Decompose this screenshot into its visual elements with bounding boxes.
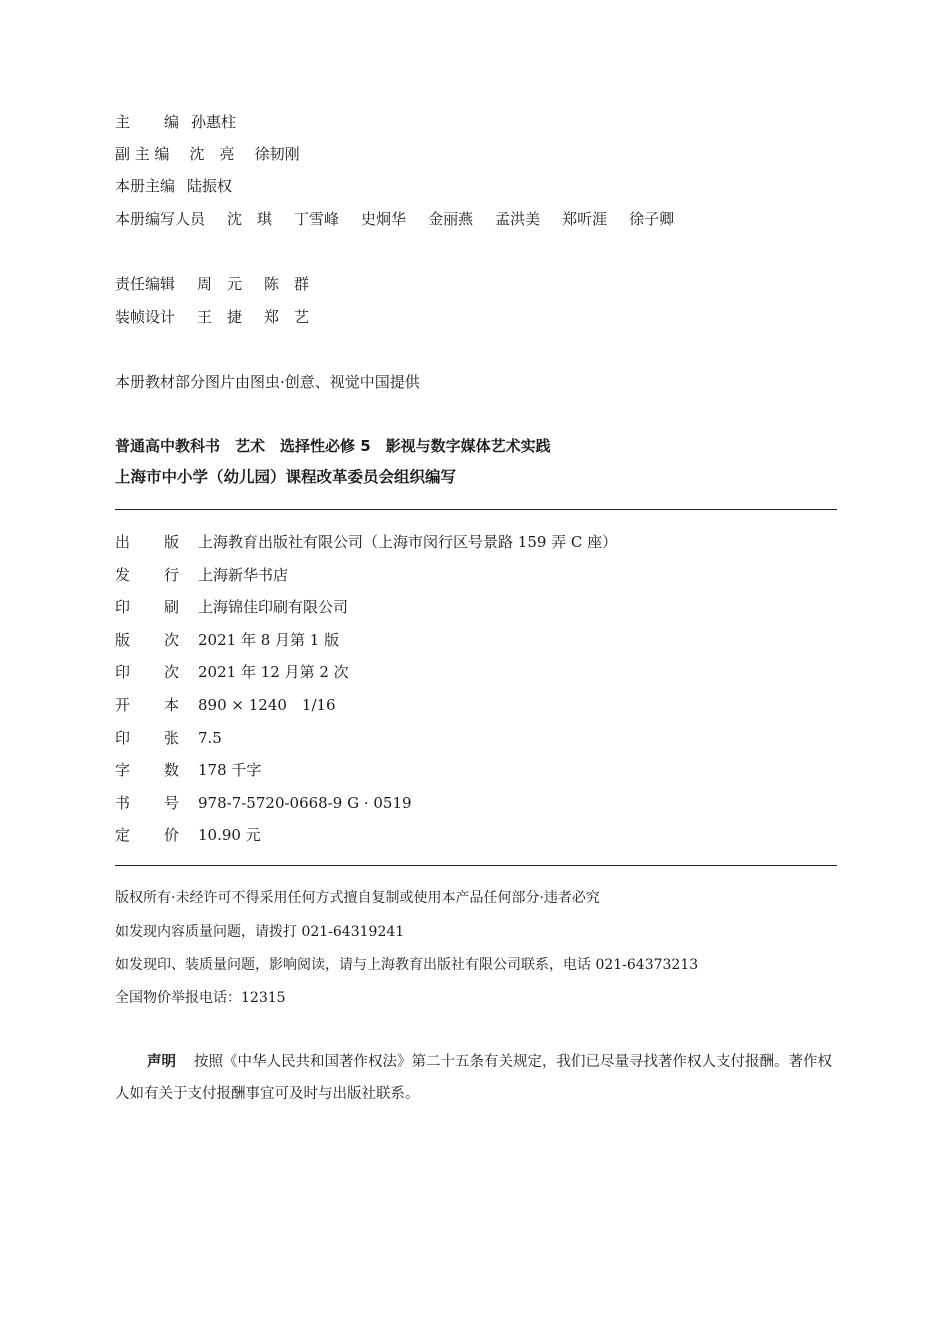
publication-row [115,695,336,715]
publication-key-char: 号 [164,793,180,812]
book-organizer: 上海市中小学（幼儿园）课程改革委员会组织编写 [115,468,457,486]
publication-key-char: 数 [164,761,180,780]
staff-responsible-editor [115,274,309,294]
publication-key-char: 刷 [164,598,180,617]
declaration [115,1046,837,1110]
credit-name: 徐韧刚 [254,145,300,163]
credit-deputy-editor [115,144,300,164]
notice-print-quality: 如发现印、装质量问题，影响阅读，请与上海教育出版社有限公司联系，电话 021-64373213 [115,957,699,973]
publication-key-char: 出 [115,533,131,551]
publication-key [115,760,198,780]
publication-key-char: 印 [115,728,131,747]
publication-key-char: 定 [115,826,131,845]
credit-chief-editor [115,112,236,132]
publication-key-char: 书 [115,793,131,812]
staff-design [115,307,309,327]
publication-value: 178 千字 [198,761,262,780]
notice-copyright: 版权所有·未经许可不得采用任何方式擅自复制或使用本产品任何部分·违者必究 [115,890,600,906]
publication-row [115,532,617,552]
publication-row [115,793,412,813]
credit-volume-editor [115,176,232,196]
writer-name: 孟洪美 [495,210,541,228]
credit-name: 沈 亮 [189,145,235,163]
notice-content-quality: 如发现内容质量问题，请拨打 021-64319241 [115,924,405,940]
publication-row [115,565,288,585]
credit-label: 本册编写人员 [115,210,206,228]
publication-value: 978-7-5720-0668-9 G · 0519 [198,793,412,812]
notice-price-hotline: 全国物价举报电话：12315 [115,990,286,1006]
writer-name: 丁雪峰 [294,210,340,228]
publication-key-char: 次 [164,630,180,649]
publication-key [115,597,198,617]
publication-key-char: 印 [115,598,131,617]
publication-value: 2021 年 12 月第 2 次 [198,663,349,682]
publication-key [115,662,198,682]
staff-name: 王 捷 [197,308,243,326]
book-title: 普通高中教科书 艺术 选择性必修 5 影视与数字媒体艺术实践 [115,437,551,455]
publication-key [115,695,198,715]
credit-label: 主 [115,113,131,131]
publication-key-char: 发 [115,565,131,584]
staff-name: 周 元 [197,275,243,293]
staff-name: 郑 艺 [264,308,310,326]
publication-value: 2021 年 8 月第 1 版 [198,630,340,649]
publication-key-char: 开 [115,696,131,714]
staff-label: 装帧设计 [115,308,176,326]
publication-key-char: 本 [164,696,180,714]
publication-key [115,728,198,748]
publication-row [115,728,222,748]
staff-label: 责任编辑 [115,275,176,293]
publication-key-char: 张 [164,728,180,747]
divider-top [115,509,837,510]
publication-value: 上海新华书店 [198,565,289,584]
credit-name: 陆振权 [187,177,233,195]
publication-row [115,760,261,780]
publication-key-char: 行 [164,565,180,584]
writer-name: 史炯华 [361,210,407,228]
publication-row [115,630,339,650]
writer-name: 徐子卿 [629,210,675,228]
publication-key-char: 次 [164,663,180,682]
publication-key [115,532,198,552]
publication-key-char: 价 [164,826,180,845]
publication-key-char: 版 [115,630,131,649]
credit-label: 编 [164,113,180,131]
writer-name: 沈 琪 [227,210,273,228]
publication-value: 7.5 [198,728,222,747]
publication-row [115,597,348,617]
divider-bottom [115,865,837,866]
publication-value: 上海教育出版社有限公司（上海市闵行区号景路 159 弄 C 座） [198,533,618,551]
credit-name: 孙惠柱 [191,113,237,131]
publication-key [115,565,198,585]
publication-key-char: 印 [115,663,131,682]
publication-key [115,825,198,845]
credit-writers [115,209,674,229]
credit-label: 副 主 编 [115,145,170,163]
publication-key [115,793,198,813]
publication-key-char: 字 [115,761,131,780]
image-credit: 本册教材部分图片由图虫·创意、视觉中国提供 [115,373,420,391]
writer-name: 金丽燕 [428,210,474,228]
publication-key-char: 版 [164,533,180,551]
credit-label: 本册主编 [115,177,176,195]
staff-name: 陈 群 [264,275,310,293]
declaration-text: 按照《中华人民共和国著作权法》第二十五条有关规定，我们已尽量寻找著作权人支付报酬。著作权人如有关于支付报酬事宜可及时与出版社联系。 [115,1054,832,1102]
publication-value: 890 × 1240 1/16 [198,696,336,714]
publication-row [115,662,349,682]
publication-value: 10.90 元 [198,826,261,845]
publication-value: 上海锦佳印刷有限公司 [198,598,349,617]
publication-row [115,825,261,845]
writer-name: 郑听涯 [562,210,608,228]
declaration-label: 声明 [147,1054,176,1070]
publication-key [115,630,198,650]
